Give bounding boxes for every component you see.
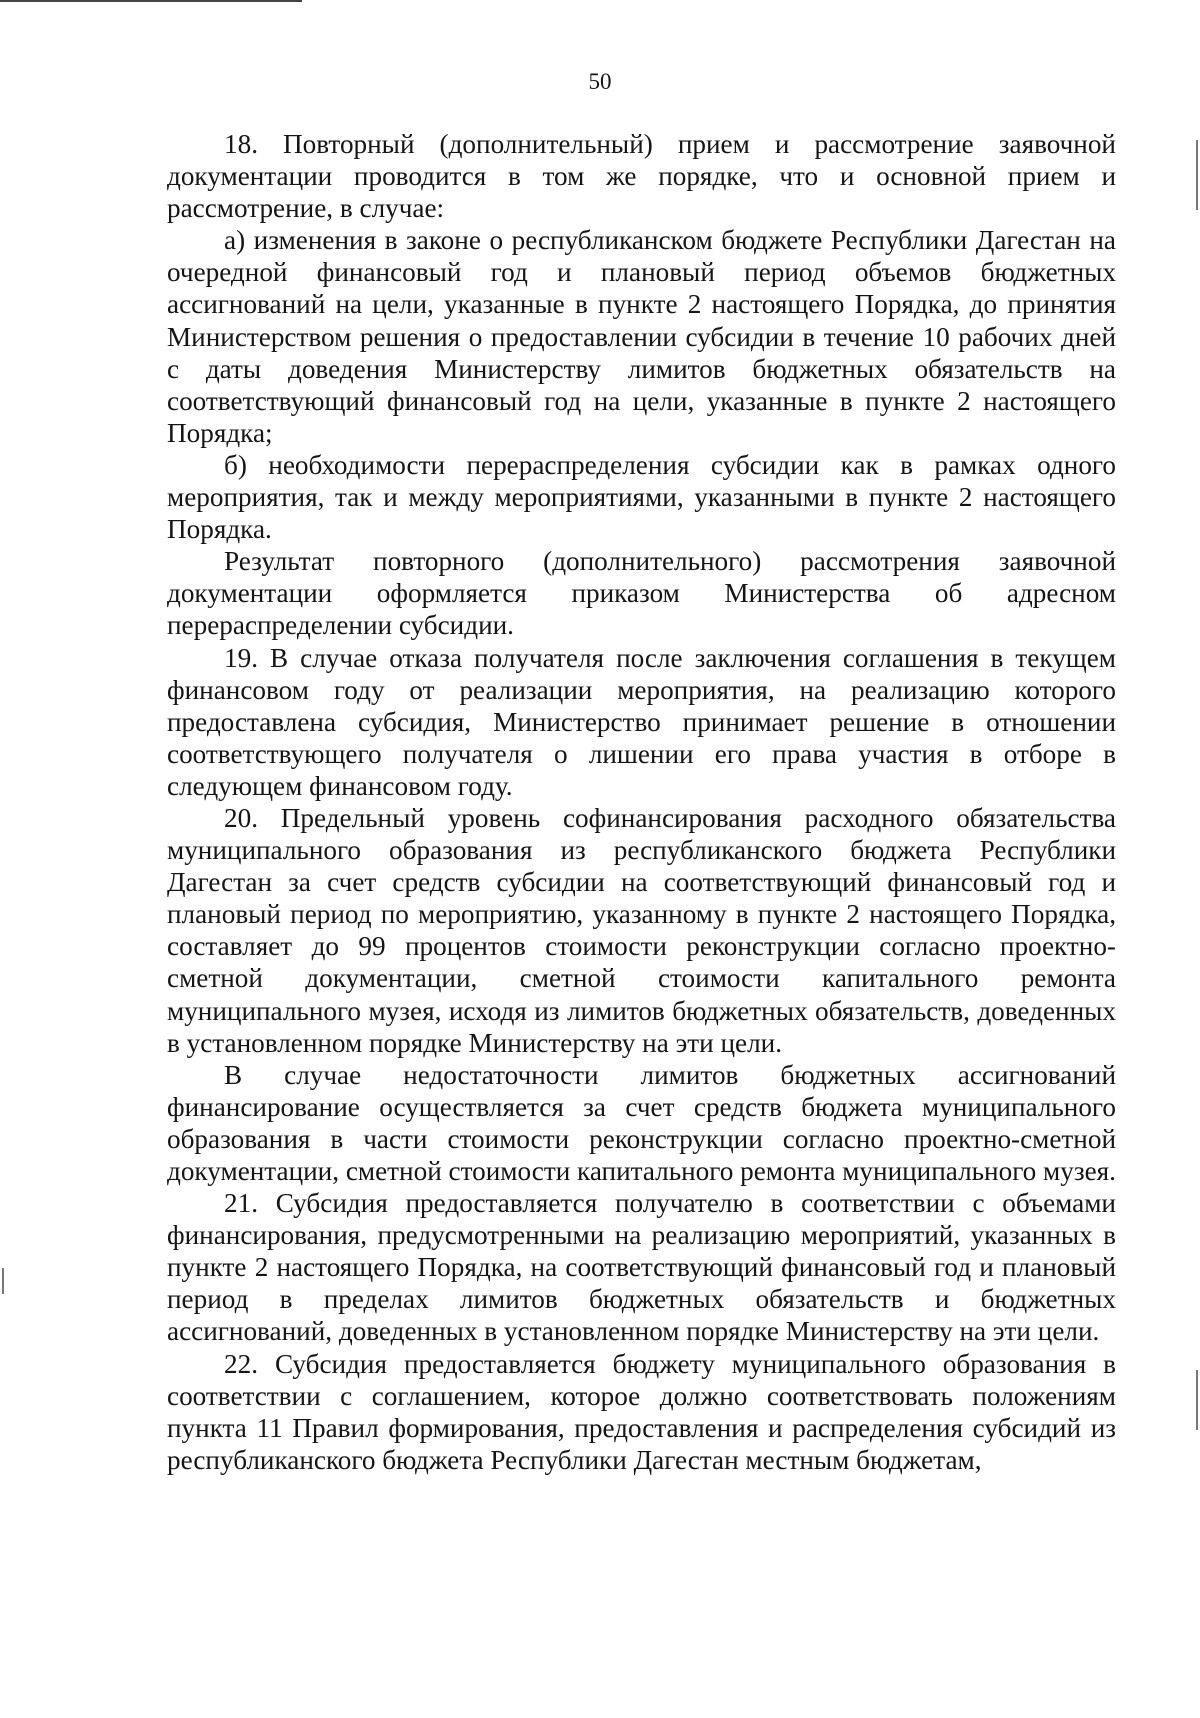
paragraph-22: 22. Субсидия предоставляется бюджету муниципального образования в соответствии с соглашением, которое должно соответствовать положениям пункта 11 Правил формирования, предоставления и распределения субсидий из республиканского бюджета Республики Дагестан местным бюджетам, bbox=[167, 1348, 1116, 1475]
scan-edge-mark bbox=[1196, 140, 1198, 210]
paragraph-18: 18. Повторный (дополнительный) прием и рассмотрение заявочной документации проводится в том же порядке, что и основной прием и рассмотрение, в случае: bbox=[167, 129, 1116, 224]
scan-edge-mark bbox=[2, 1268, 4, 1294]
document-body bbox=[167, 128, 1116, 1476]
scan-edge-mark bbox=[1196, 1370, 1198, 1430]
paragraph-18a: а) изменения в законе о республиканском бюджете Республики Дагестан на очередной финансовый год и плановый период объемов бюджетных ассигнований на цели, указанные в пункте 2 настоящего Порядка, до принятия Министерством решения о предоставлении субсидии в течение 10 рабочих дней с даты доведения Министерству лимитов бюджетных обязательств на соответствующий финансовый год на цели, указанные в пункте 2 настоящего Порядка; bbox=[167, 225, 1116, 448]
paragraph-18b: б) необходимости перераспределения субсидии как в рамках одного мероприятия, так и между мероприятиями, указанными в пункте 2 настоящего Порядка. bbox=[167, 449, 1116, 545]
paragraph-20: 20. Предельный уровень софинансирования расходного обязательства муниципального образования из республиканского бюджета Республики Дагестан за счет средств субсидии на соответствующий финансовый год и плановый период по мероприятию, указанному в пункте 2 настоящего Порядка, составляет до 99 процентов стоимости реконструкции согласно проектно-сметной документации, сметной стоимости капитального ремонта муниципального музея, исходя из лимитов бюджетных обязательств, доведенных в установленном порядке Министерству на эти цели. bbox=[167, 802, 1116, 1058]
paragraph-19: 19. В случае отказа получателя после заключения соглашения в текущем финансовом году от реализации мероприятия, на реализацию которого предоставлена субсидия, Министерство принимает решение в отношении соответствующего получателя о лишении его права участия в отборе в следующем финансовом году. bbox=[167, 642, 1116, 801]
paragraph-18-result: Результат повторного (дополнительного) рассмотрения заявочной документации оформляется приказом Министерства об адресном перераспределении субсидии. bbox=[167, 546, 1116, 641]
page-number: 50 bbox=[588, 69, 612, 94]
scan-edge-line bbox=[0, 0, 302, 2]
paragraph-20-continuation: В случае недостаточности лимитов бюджетных ассигнований финансирование осуществляется за счет средств бюджета муниципального образования в части стоимости реконструкции согласно проектно-сметной документации, сметной стоимости капитального ремонта муниципального музея. bbox=[167, 1059, 1116, 1186]
paragraph-21: 21. Субсидия предоставляется получателю в соответствии с объемами финансирования, предусмотренными на реализацию мероприятий, указанных в пункте 2 настоящего Порядка, на соответствующий финансовый год и плановый период в пределах лимитов бюджетных обязательств и бюджетных ассигнований, доведенных в установленном порядке Министерству на эти цели. bbox=[167, 1188, 1116, 1347]
